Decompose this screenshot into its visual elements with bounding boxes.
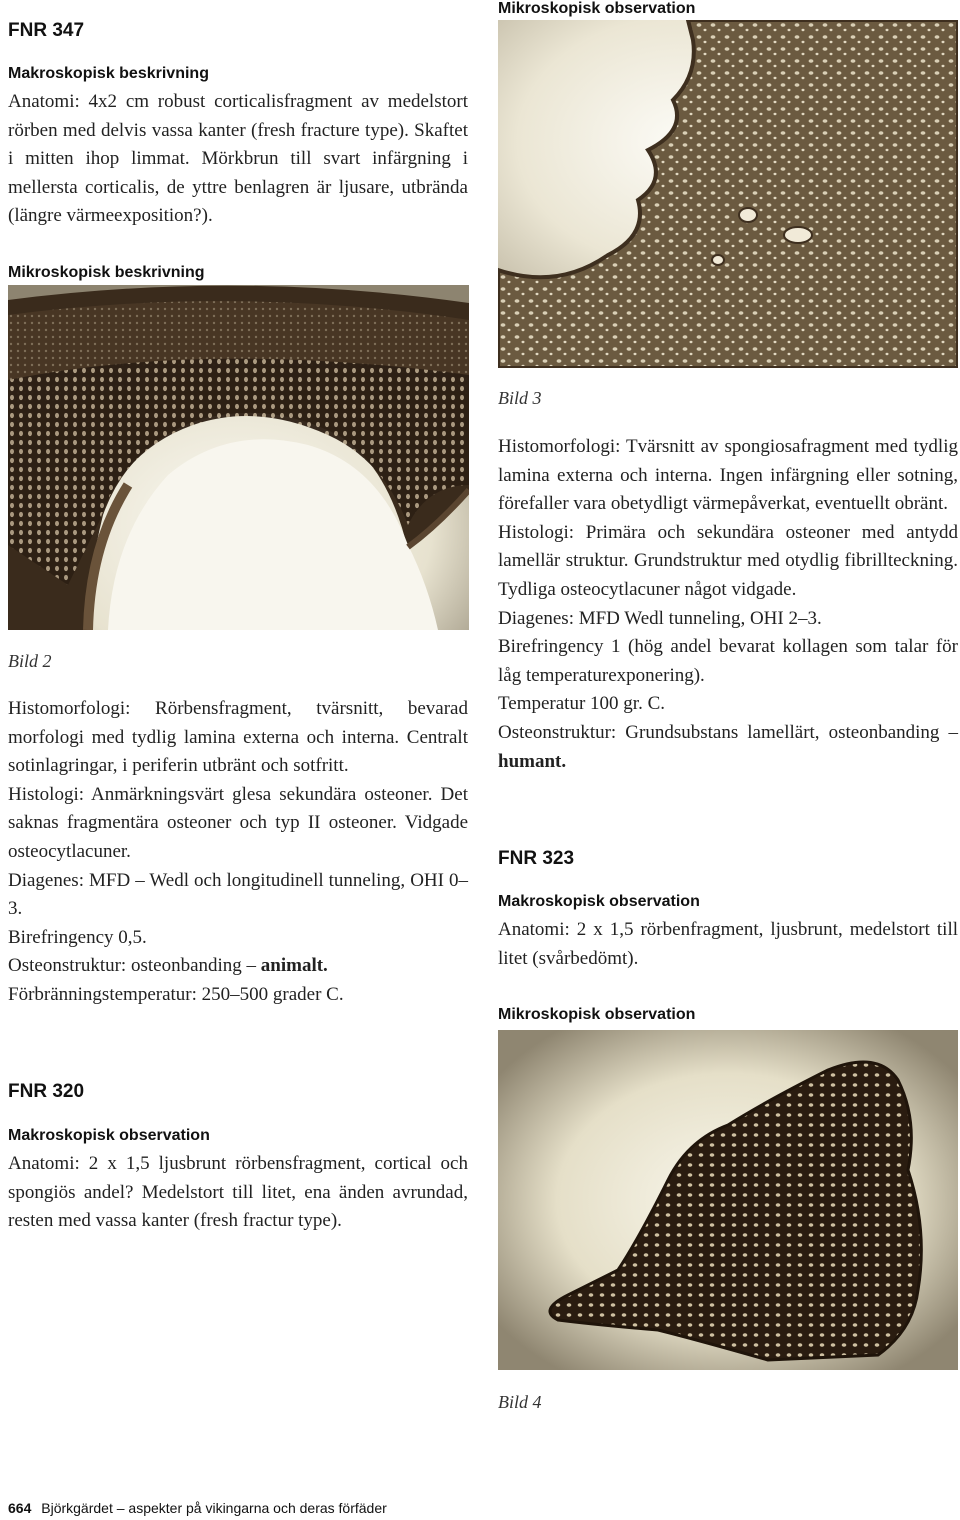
osteon-structure-result: humant.: [498, 750, 567, 772]
fnr-347-makro-text: Anatomi: 4x2 cm robust corticalisfragment av medelstort rörben med delvis vassa kanter (fresh fracture type). Skaftet i mitten ihop limmat. Mörkbrun till svart infärgning i mellersta corticalis, de yttre benlagren är ljusare, utbrända (längre värmeexposition?).: [8, 91, 468, 227]
paragraph: Birefringency 0,5.: [8, 926, 147, 948]
fnr-320-makro-heading: Makroskopisk observation: [8, 1127, 210, 1144]
right-top-heading: Mikroskopisk observation: [498, 0, 696, 17]
paragraph: Temperatur 100 gr. C.: [498, 693, 665, 715]
bild-2-caption: Bild 2: [8, 651, 52, 671]
fnr-320-makro-text: Anatomi: 2 x 1,5 ljusbrunt rörbensfragment, cortical och spongiös andel? Medelstort till litet, ena änden avrundad, resten med vassa kanter (fresh fractur type).: [8, 1153, 468, 1232]
osteon-structure-line: [498, 719, 958, 776]
fnr-347-makro-heading: Makroskopisk beskrivning: [8, 65, 209, 82]
page-footer: [8, 1500, 387, 1516]
paragraph: Histologi: Anmärkningsvärt glesa sekundära osteoner. Det saknas fragmentära osteoner och typ II osteoner. Vidgade osteocytlacuner.: [8, 783, 468, 862]
fnr-323-mikro-heading: Mikroskopisk observation: [498, 1006, 696, 1023]
fnr-347-mikro-text: [8, 695, 468, 1010]
fnr-347-heading: FNR 347: [8, 20, 85, 41]
fnr-347-mikro-heading: Mikroskopisk beskrivning: [8, 264, 205, 281]
fnr-323-makro-heading: Makroskopisk observation: [498, 893, 700, 910]
fnr-323-heading: FNR 323: [498, 848, 575, 869]
osteon-structure-text: Osteonstruktur: osteonbanding –: [8, 955, 257, 977]
paragraph: Histomorfologi: Rörbensfragment, tvärsnitt, bevarad morfologi med tydlig lamina externa och interna. Centralt sotinlagringar, i periferin utbränt och sotfritt.: [8, 698, 468, 777]
fnr-320-heading: FNR 320: [8, 1081, 85, 1102]
paragraph: Histomorfologi: Tvärsnitt av spongiosafragment med tydlig lamina externa och interna. Ingen infärgning eller sotning, förefaller vara obetydligt värmepåverkat, eventuellt obränt.: [498, 436, 958, 515]
bild-3-caption: Bild 3: [498, 388, 542, 408]
page-number: 664: [8, 1500, 32, 1516]
paragraph: Förbränningstemperatur: 250–500 grader C.: [8, 983, 344, 1005]
paragraph: Birefringency 1 (hög andel bevarat kollagen som talar för låg temperaturexponering).: [498, 636, 958, 686]
bild-4-caption: Bild 4: [498, 1392, 542, 1412]
micrograph-bild-2: [8, 285, 469, 630]
fnr-323-makro-text: Anatomi: 2 x 1,5 rörbenfragment, ljusbrunt, medelstort till litet (svårbedömt).: [498, 919, 958, 969]
osteon-structure-line: [8, 952, 468, 981]
paragraph: Diagenes: MFD – Wedl och longitudinell tunneling, OHI 0–3.: [8, 869, 468, 920]
osteon-structure-text: Osteonstruktur: Grundsubstans lamellärt, osteonbanding –: [498, 721, 958, 743]
micrograph-bild-4: [498, 1030, 958, 1370]
micrograph-bild-3: [498, 20, 958, 368]
paragraph: Diagenes: MFD Wedl tunneling, OHI 2–3.: [498, 607, 822, 629]
running-title: Björkgärdet – aspekter på vikingarna och deras förfäder: [41, 1500, 387, 1516]
osteon-structure-result: animalt.: [260, 955, 328, 977]
paragraph: Histologi: Primära och sekundära osteoner med antydd lamellär struktur. Grundstruktur med otydlig fibrillteckning. Tydliga osteocytlacuner något vidgade.: [498, 521, 958, 600]
right-mikro-text: [498, 433, 958, 776]
